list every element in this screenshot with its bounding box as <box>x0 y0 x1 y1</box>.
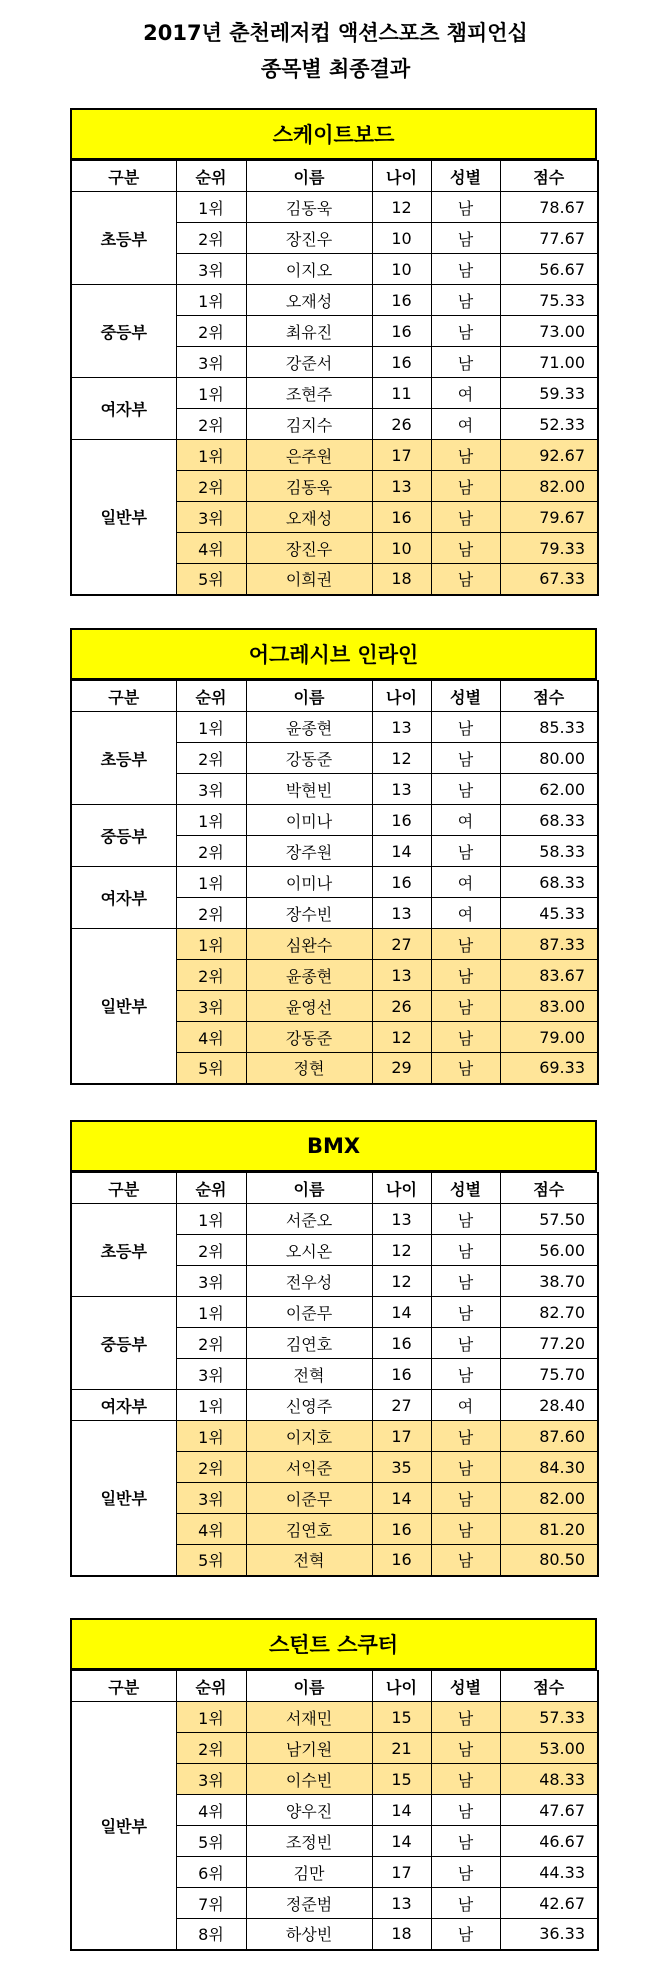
division-cell: 중등부 <box>71 805 176 867</box>
column-header: 구분 <box>71 161 176 192</box>
age-cell: 17 <box>372 1857 431 1888</box>
score-cell: 83.00 <box>500 991 598 1022</box>
division-cell: 일반부 <box>71 1702 176 1950</box>
sex-cell: 남 <box>431 1733 500 1764</box>
rank-cell: 5위 <box>176 564 246 595</box>
header-row <box>71 161 598 192</box>
age-cell: 14 <box>372 1297 431 1328</box>
sex-cell: 남 <box>431 1421 500 1452</box>
score-cell: 48.33 <box>500 1764 598 1795</box>
column-header: 점수 <box>500 1173 598 1204</box>
age-cell: 16 <box>372 1359 431 1390</box>
header-row <box>71 681 598 712</box>
age-cell: 17 <box>372 1421 431 1452</box>
age-cell: 16 <box>372 502 431 533</box>
column-header: 이름 <box>246 681 372 712</box>
rank-cell: 2위 <box>176 743 246 774</box>
rank-cell: 3위 <box>176 1266 246 1297</box>
score-cell: 78.67 <box>500 192 598 223</box>
column-header: 나이 <box>372 161 431 192</box>
score-cell: 45.33 <box>500 898 598 929</box>
age-cell: 15 <box>372 1764 431 1795</box>
name-cell: 강동준 <box>246 1022 372 1053</box>
score-cell: 80.00 <box>500 743 598 774</box>
age-cell: 27 <box>372 1390 431 1421</box>
rank-cell: 2위 <box>176 223 246 254</box>
score-cell: 57.50 <box>500 1204 598 1235</box>
column-header: 점수 <box>500 161 598 192</box>
age-cell: 26 <box>372 409 431 440</box>
age-cell: 16 <box>372 805 431 836</box>
table-row <box>71 929 598 960</box>
rank-cell: 4위 <box>176 1022 246 1053</box>
score-cell: 28.40 <box>500 1390 598 1421</box>
age-cell: 13 <box>372 1204 431 1235</box>
column-header: 순위 <box>176 161 246 192</box>
name-cell: 김만 <box>246 1857 372 1888</box>
column-header: 나이 <box>372 1671 431 1702</box>
sex-cell: 남 <box>431 1514 500 1545</box>
rank-cell: 1위 <box>176 929 246 960</box>
age-cell: 29 <box>372 1053 431 1084</box>
age-cell: 18 <box>372 1919 431 1950</box>
rank-cell: 3위 <box>176 502 246 533</box>
score-cell: 79.00 <box>500 1022 598 1053</box>
column-header: 순위 <box>176 1671 246 1702</box>
sex-cell: 남 <box>431 991 500 1022</box>
rank-cell: 4위 <box>176 533 246 564</box>
column-header: 점수 <box>500 681 598 712</box>
sex-cell: 남 <box>431 1204 500 1235</box>
table-row <box>71 440 598 471</box>
score-cell: 80.50 <box>500 1545 598 1576</box>
age-cell: 10 <box>372 254 431 285</box>
page-title-line2: 종목별 최종결과 <box>260 57 411 81</box>
sex-cell: 남 <box>431 1826 500 1857</box>
score-cell: 68.33 <box>500 805 598 836</box>
name-cell: 하상빈 <box>246 1919 372 1950</box>
name-cell: 강준서 <box>246 347 372 378</box>
sex-cell: 남 <box>431 223 500 254</box>
table-row <box>71 1297 598 1328</box>
age-cell: 13 <box>372 471 431 502</box>
division-cell: 여자부 <box>71 867 176 929</box>
age-cell: 14 <box>372 1483 431 1514</box>
sex-cell: 남 <box>431 774 500 805</box>
age-cell: 16 <box>372 347 431 378</box>
score-cell: 75.70 <box>500 1359 598 1390</box>
name-cell: 박현빈 <box>246 774 372 805</box>
sex-cell: 여 <box>431 805 500 836</box>
name-cell: 장진우 <box>246 223 372 254</box>
name-cell: 전우성 <box>246 1266 372 1297</box>
column-header: 순위 <box>176 681 246 712</box>
score-cell: 85.33 <box>500 712 598 743</box>
age-cell: 13 <box>372 712 431 743</box>
sex-cell: 남 <box>431 316 500 347</box>
header-row <box>71 1173 598 1204</box>
score-cell: 77.20 <box>500 1328 598 1359</box>
table-row <box>71 1421 598 1452</box>
column-header: 구분 <box>71 1671 176 1702</box>
age-cell: 15 <box>372 1702 431 1733</box>
table-row <box>71 805 598 836</box>
sex-cell: 남 <box>431 440 500 471</box>
score-cell: 67.33 <box>500 564 598 595</box>
score-cell: 87.33 <box>500 929 598 960</box>
rank-cell: 1위 <box>176 1702 246 1733</box>
name-cell: 장수빈 <box>246 898 372 929</box>
rank-cell: 2위 <box>176 316 246 347</box>
rank-cell: 1위 <box>176 712 246 743</box>
results-table <box>70 160 599 596</box>
age-cell: 12 <box>372 192 431 223</box>
rank-cell: 1위 <box>176 1390 246 1421</box>
score-cell: 53.00 <box>500 1733 598 1764</box>
rank-cell: 2위 <box>176 1452 246 1483</box>
name-cell: 김지수 <box>246 409 372 440</box>
column-header: 순위 <box>176 1173 246 1204</box>
name-cell: 이미나 <box>246 805 372 836</box>
sex-cell: 남 <box>431 1022 500 1053</box>
score-cell: 38.70 <box>500 1266 598 1297</box>
age-cell: 10 <box>372 533 431 564</box>
sex-cell: 남 <box>431 192 500 223</box>
score-cell: 58.33 <box>500 836 598 867</box>
division-cell: 초등부 <box>71 192 176 285</box>
age-cell: 16 <box>372 316 431 347</box>
sex-cell: 여 <box>431 898 500 929</box>
column-header: 이름 <box>246 1671 372 1702</box>
division-cell: 초등부 <box>71 1204 176 1297</box>
name-cell: 양우진 <box>246 1795 372 1826</box>
sex-cell: 남 <box>431 1795 500 1826</box>
sport-title: BMX <box>70 1120 597 1172</box>
age-cell: 16 <box>372 1328 431 1359</box>
sport-section <box>70 1618 597 1951</box>
age-cell: 18 <box>372 564 431 595</box>
sport-title: 어그레시브 인라인 <box>70 628 597 680</box>
score-cell: 47.67 <box>500 1795 598 1826</box>
sex-cell: 남 <box>431 1545 500 1576</box>
sex-cell: 남 <box>431 712 500 743</box>
age-cell: 16 <box>372 285 431 316</box>
table-row <box>71 1702 598 1733</box>
name-cell: 정현 <box>246 1053 372 1084</box>
table-row <box>71 285 598 316</box>
age-cell: 16 <box>372 1514 431 1545</box>
results-table <box>70 680 599 1085</box>
column-header: 성별 <box>431 1173 500 1204</box>
table-row <box>71 1390 598 1421</box>
age-cell: 14 <box>372 1795 431 1826</box>
division-cell: 여자부 <box>71 1390 176 1421</box>
name-cell: 이지오 <box>246 254 372 285</box>
column-header: 구분 <box>71 681 176 712</box>
rank-cell: 2위 <box>176 409 246 440</box>
age-cell: 14 <box>372 1826 431 1857</box>
age-cell: 27 <box>372 929 431 960</box>
score-cell: 69.33 <box>500 1053 598 1084</box>
age-cell: 17 <box>372 440 431 471</box>
name-cell: 김동욱 <box>246 471 372 502</box>
name-cell: 심완수 <box>246 929 372 960</box>
sex-cell: 남 <box>431 1483 500 1514</box>
score-cell: 79.67 <box>500 502 598 533</box>
rank-cell: 1위 <box>176 285 246 316</box>
sex-cell: 남 <box>431 471 500 502</box>
rank-cell: 7위 <box>176 1888 246 1919</box>
sex-cell: 남 <box>431 929 500 960</box>
results-table <box>70 1670 599 1951</box>
rank-cell: 3위 <box>176 347 246 378</box>
column-header: 구분 <box>71 1173 176 1204</box>
rank-cell: 6위 <box>176 1857 246 1888</box>
name-cell: 이준무 <box>246 1483 372 1514</box>
age-cell: 10 <box>372 223 431 254</box>
column-header: 나이 <box>372 1173 431 1204</box>
name-cell: 신영주 <box>246 1390 372 1421</box>
score-cell: 68.33 <box>500 867 598 898</box>
sex-cell: 남 <box>431 1888 500 1919</box>
rank-cell: 1위 <box>176 378 246 409</box>
column-header: 성별 <box>431 161 500 192</box>
rank-cell: 1위 <box>176 192 246 223</box>
rank-cell: 1위 <box>176 1204 246 1235</box>
column-header: 이름 <box>246 1173 372 1204</box>
age-cell: 12 <box>372 1235 431 1266</box>
division-cell: 여자부 <box>71 378 176 440</box>
score-cell: 46.67 <box>500 1826 598 1857</box>
name-cell: 윤종현 <box>246 960 372 991</box>
sex-cell: 남 <box>431 533 500 564</box>
sex-cell: 남 <box>431 960 500 991</box>
column-header: 이름 <box>246 161 372 192</box>
division-cell: 중등부 <box>71 285 176 378</box>
sex-cell: 남 <box>431 1297 500 1328</box>
sex-cell: 남 <box>431 836 500 867</box>
rank-cell: 3위 <box>176 254 246 285</box>
rank-cell: 4위 <box>176 1514 246 1545</box>
rank-cell: 2위 <box>176 960 246 991</box>
name-cell: 김연호 <box>246 1328 372 1359</box>
sport-title: 스케이트보드 <box>70 108 597 160</box>
name-cell: 장주원 <box>246 836 372 867</box>
rank-cell: 2위 <box>176 471 246 502</box>
sex-cell: 여 <box>431 409 500 440</box>
rank-cell: 2위 <box>176 898 246 929</box>
age-cell: 13 <box>372 960 431 991</box>
score-cell: 73.00 <box>500 316 598 347</box>
name-cell: 김동욱 <box>246 192 372 223</box>
page-title-line1: 2017년 춘천레저컵 액션스포츠 챔피언십 <box>143 21 528 45</box>
score-cell: 71.00 <box>500 347 598 378</box>
score-cell: 82.00 <box>500 1483 598 1514</box>
rank-cell: 3위 <box>176 991 246 1022</box>
sex-cell: 남 <box>431 502 500 533</box>
name-cell: 남기원 <box>246 1733 372 1764</box>
division-cell: 초등부 <box>71 712 176 805</box>
name-cell: 전혁 <box>246 1359 372 1390</box>
score-cell: 84.30 <box>500 1452 598 1483</box>
name-cell: 윤종현 <box>246 712 372 743</box>
rank-cell: 3위 <box>176 774 246 805</box>
rank-cell: 1위 <box>176 867 246 898</box>
rank-cell: 5위 <box>176 1053 246 1084</box>
rank-cell: 1위 <box>176 1297 246 1328</box>
header-row <box>71 1671 598 1702</box>
sex-cell: 남 <box>431 1764 500 1795</box>
table-row <box>71 712 598 743</box>
rank-cell: 5위 <box>176 1826 246 1857</box>
sport-section <box>70 628 597 1085</box>
sex-cell: 남 <box>431 564 500 595</box>
results-table <box>70 1172 599 1577</box>
rank-cell: 8위 <box>176 1919 246 1950</box>
score-cell: 81.20 <box>500 1514 598 1545</box>
name-cell: 장진우 <box>246 533 372 564</box>
sex-cell: 남 <box>431 254 500 285</box>
name-cell: 전혁 <box>246 1545 372 1576</box>
rank-cell: 2위 <box>176 1733 246 1764</box>
score-cell: 82.00 <box>500 471 598 502</box>
age-cell: 12 <box>372 1266 431 1297</box>
rank-cell: 1위 <box>176 440 246 471</box>
age-cell: 16 <box>372 867 431 898</box>
age-cell: 13 <box>372 898 431 929</box>
division-cell: 일반부 <box>71 929 176 1084</box>
table-row <box>71 378 598 409</box>
score-cell: 83.67 <box>500 960 598 991</box>
rank-cell: 3위 <box>176 1483 246 1514</box>
age-cell: 26 <box>372 991 431 1022</box>
name-cell: 오재성 <box>246 285 372 316</box>
sex-cell: 남 <box>431 1919 500 1950</box>
rank-cell: 2위 <box>176 1235 246 1266</box>
age-cell: 11 <box>372 378 431 409</box>
score-cell: 79.33 <box>500 533 598 564</box>
rank-cell: 2위 <box>176 1328 246 1359</box>
rank-cell: 1위 <box>176 805 246 836</box>
name-cell: 오시온 <box>246 1235 372 1266</box>
sex-cell: 남 <box>431 1235 500 1266</box>
score-cell: 62.00 <box>500 774 598 805</box>
sex-cell: 남 <box>431 1328 500 1359</box>
table-row <box>71 1204 598 1235</box>
division-cell: 중등부 <box>71 1297 176 1390</box>
sex-cell: 남 <box>431 347 500 378</box>
column-header: 나이 <box>372 681 431 712</box>
name-cell: 이미나 <box>246 867 372 898</box>
age-cell: 12 <box>372 1022 431 1053</box>
score-cell: 59.33 <box>500 378 598 409</box>
name-cell: 이준무 <box>246 1297 372 1328</box>
sex-cell: 남 <box>431 1359 500 1390</box>
column-header: 성별 <box>431 681 500 712</box>
name-cell: 최유진 <box>246 316 372 347</box>
age-cell: 16 <box>372 1545 431 1576</box>
division-cell: 일반부 <box>71 440 176 595</box>
rank-cell: 3위 <box>176 1764 246 1795</box>
name-cell: 이수빈 <box>246 1764 372 1795</box>
score-cell: 82.70 <box>500 1297 598 1328</box>
age-cell: 12 <box>372 743 431 774</box>
sex-cell: 남 <box>431 1702 500 1733</box>
sex-cell: 남 <box>431 285 500 316</box>
rank-cell: 5위 <box>176 1545 246 1576</box>
name-cell: 서준오 <box>246 1204 372 1235</box>
table-row <box>71 192 598 223</box>
age-cell: 35 <box>372 1452 431 1483</box>
name-cell: 서익준 <box>246 1452 372 1483</box>
name-cell: 서재민 <box>246 1702 372 1733</box>
sex-cell: 남 <box>431 1452 500 1483</box>
sex-cell: 여 <box>431 378 500 409</box>
column-header: 성별 <box>431 1671 500 1702</box>
sport-section <box>70 1120 597 1577</box>
rank-cell: 3위 <box>176 1359 246 1390</box>
name-cell: 강동준 <box>246 743 372 774</box>
name-cell: 이희권 <box>246 564 372 595</box>
table-row <box>71 867 598 898</box>
name-cell: 조정빈 <box>246 1826 372 1857</box>
score-cell: 87.60 <box>500 1421 598 1452</box>
name-cell: 김연호 <box>246 1514 372 1545</box>
score-cell: 36.33 <box>500 1919 598 1950</box>
score-cell: 56.00 <box>500 1235 598 1266</box>
sex-cell: 남 <box>431 1053 500 1084</box>
rank-cell: 1위 <box>176 1421 246 1452</box>
name-cell: 정준범 <box>246 1888 372 1919</box>
score-cell: 44.33 <box>500 1857 598 1888</box>
name-cell: 이지호 <box>246 1421 372 1452</box>
sex-cell: 남 <box>431 1266 500 1297</box>
name-cell: 조현주 <box>246 378 372 409</box>
score-cell: 56.67 <box>500 254 598 285</box>
score-cell: 42.67 <box>500 1888 598 1919</box>
score-cell: 57.33 <box>500 1702 598 1733</box>
sport-title: 스턴트 스쿠터 <box>70 1618 597 1670</box>
rank-cell: 2위 <box>176 836 246 867</box>
score-cell: 52.33 <box>500 409 598 440</box>
sex-cell: 남 <box>431 1857 500 1888</box>
age-cell: 21 <box>372 1733 431 1764</box>
age-cell: 13 <box>372 774 431 805</box>
sex-cell: 여 <box>431 867 500 898</box>
sex-cell: 여 <box>431 1390 500 1421</box>
score-cell: 77.67 <box>500 223 598 254</box>
sport-section <box>70 108 597 596</box>
age-cell: 13 <box>372 1888 431 1919</box>
column-header: 점수 <box>500 1671 598 1702</box>
name-cell: 은주원 <box>246 440 372 471</box>
rank-cell: 4위 <box>176 1795 246 1826</box>
age-cell: 14 <box>372 836 431 867</box>
score-cell: 75.33 <box>500 285 598 316</box>
sex-cell: 남 <box>431 743 500 774</box>
name-cell: 오재성 <box>246 502 372 533</box>
division-cell: 일반부 <box>71 1421 176 1576</box>
score-cell: 92.67 <box>500 440 598 471</box>
name-cell: 윤영선 <box>246 991 372 1022</box>
